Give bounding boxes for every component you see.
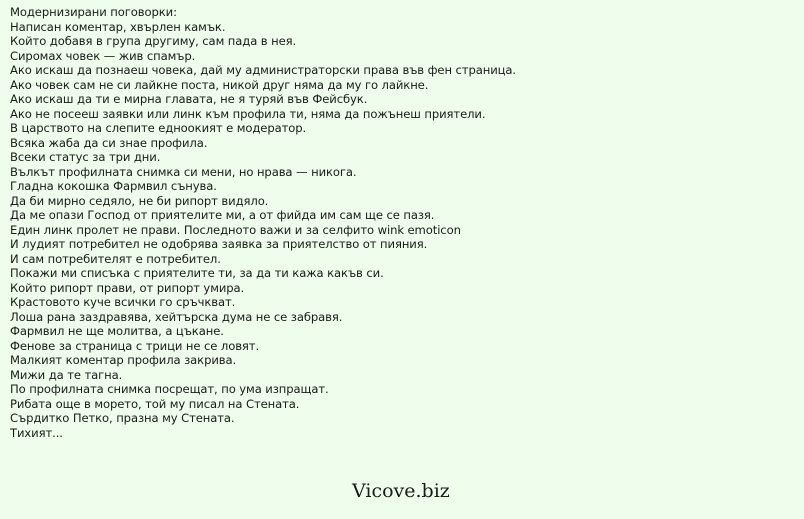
saying-line: Сърдитко Петко, празна му Стената. <box>10 411 235 425</box>
saying-line: Един линк пролет не прави. Последното важи и за селфито wink emoticon <box>10 222 461 237</box>
saying-line: Да ме опази Господ от приятелите ми, а от фийда им сам ще се пазя. <box>10 208 435 222</box>
saying-line: Всеки статус за три дни. <box>10 150 161 164</box>
saying-line: Ако не посееш заявки или линк към профила ти, няма да пожънеш приятели. <box>10 106 486 121</box>
site-watermark: Vicove.biz <box>352 480 450 502</box>
saying-line: Малкият коментар профила закрива. <box>10 353 237 367</box>
saying-line: И лудият потребител не одобрява заявка за приятелство от пияния. <box>10 237 428 251</box>
saying-line: Фармвил не ще молитва, а цъкане. <box>10 324 224 338</box>
saying-line: Покажи ми списъка с приятелите ти, за да ти кажа какъв си. <box>10 266 384 280</box>
saying-line: Вълкът профилната снимка си мени, но нрава — никога. <box>10 164 357 179</box>
saying-line: Лоша рана заздравява, хейтърска дума не се забравя. <box>10 309 343 324</box>
saying-line: Сиромах човек — жив спамър. <box>10 48 196 63</box>
saying-line: Който рипорт прави, от рипорт умира. <box>10 280 245 295</box>
saying-line: И сам потребителят е потребител. <box>10 251 221 266</box>
saying-line: Рибата още в морето, той му писал на Стената. <box>10 396 300 411</box>
saying-line: Мижи да те тагна. <box>10 367 123 382</box>
saying-line: Ако искаш да познаеш човека, дай му администраторски права във фен страница. <box>10 63 517 77</box>
saying-line: Гладна кокошка Фармвил сънува. <box>10 179 217 193</box>
saying-line: Фенове за страница с трици не се ловят. <box>10 338 260 353</box>
saying-line: По профилната снимка посрещат, по ума изпращат. <box>10 382 329 396</box>
saying-line: Крастовото куче всички го сръчкват. <box>10 295 236 309</box>
heading-line: Модернизирани поговорки: <box>10 5 177 19</box>
text-body <box>10 5 800 440</box>
saying-line: Който добавя в група другиму, сам пада в нея. <box>10 34 297 48</box>
saying-line: Тихият... <box>10 425 63 440</box>
saying-line: Ако човек сам не си лайкне поста, никой друг няма да му го лайкне. <box>10 77 429 92</box>
saying-line: Написан коментар, хвърлен камък. <box>10 19 226 34</box>
saying-line: Всяка жаба да си знае профила. <box>10 135 208 150</box>
saying-line: Ако искаш да ти е мирна главата, не я туряй във Фейсбук. <box>10 92 368 106</box>
saying-line: Да би мирно седяло, не би рипорт видяло. <box>10 193 269 208</box>
saying-line: В царството на слепите едноокият е модератор. <box>10 121 307 135</box>
